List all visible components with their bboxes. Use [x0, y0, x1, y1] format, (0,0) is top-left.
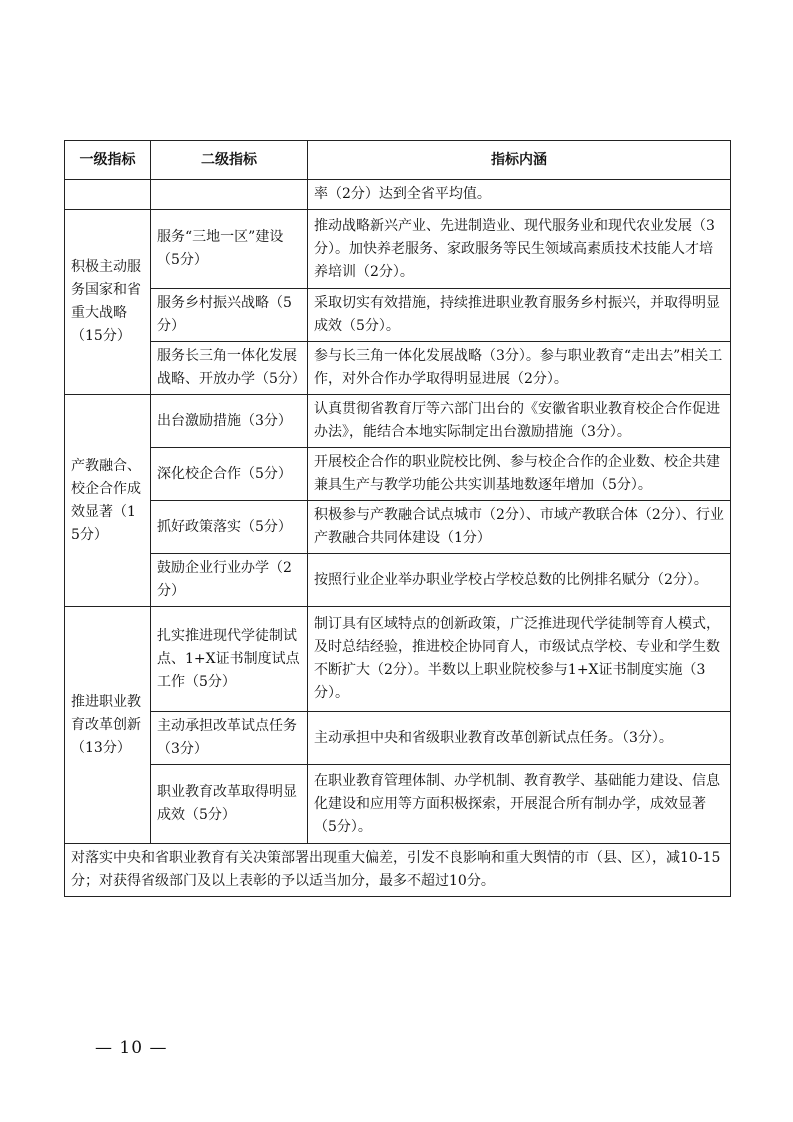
empty-cell	[65, 180, 151, 210]
page-number: — 10 —	[95, 1038, 168, 1058]
level2-cell: 职业教育改革取得明显成效（5分）	[151, 765, 308, 844]
content-cell: 主动承担中央和省级职业教育改革创新试点任务。（3分）。	[308, 712, 731, 765]
table-row	[65, 607, 731, 712]
content-cell: 开展校企合作的职业院校比例、参与校企合作的企业数、校企共建兼具生产与教学功能公共实训基地数逐年增加（5分）。	[308, 448, 731, 501]
level1-cell	[65, 395, 151, 607]
level2-cell: 深化校企合作（5分）	[151, 448, 308, 501]
level1-label: 产教融合、校企合作成效显著（15分）	[71, 457, 141, 543]
table-row	[65, 501, 731, 554]
table-row	[65, 210, 731, 289]
level2-cell: 抓好政策落实（5分）	[151, 501, 308, 554]
table-row	[65, 180, 731, 210]
empty-cell	[151, 180, 308, 210]
level1-label: 推进职业教育改革创新（13分）	[71, 693, 141, 756]
content-cell: 率（2分）达到全省平均值。	[308, 180, 731, 210]
content-cell: 参与长三角一体化发展战略（3分）。参与职业教育“走出去”相关工作，对外合作办学取得明显进展（2分）。	[308, 342, 731, 395]
level2-cell: 出台激励措施（3分）	[151, 395, 308, 448]
header-level1: 一级指标	[65, 141, 151, 180]
table-row	[65, 289, 731, 342]
level2-cell: 主动承担改革试点任务（3分）	[151, 712, 308, 765]
table-row	[65, 448, 731, 501]
level1-label: 积极主动服务国家和省重大战略（15分）	[71, 259, 141, 344]
level2-cell: 服务乡村振兴战略（5分）	[151, 289, 308, 342]
level1-cell	[65, 607, 151, 844]
level2-cell: 服务长三角一体化发展战略、开放办学（5分）	[151, 342, 308, 395]
level2-cell: 鼓励企业行业办学（2分）	[151, 554, 308, 607]
level2-cell: 扎实推进现代学徒制试点、1+X证书制度试点工作（5分）	[151, 607, 308, 712]
content-cell: 积极参与产教融合试点城市（2分）、市域产教联合体（2分）、行业产教融合共同体建设（1分）	[308, 501, 731, 554]
content-cell: 采取切实有效措施，持续推进职业教育服务乡村振兴，并取得明显成效（5分）。	[308, 289, 731, 342]
header-content: 指标内涵	[308, 141, 731, 180]
table-row	[65, 765, 731, 844]
content-cell: 在职业教育管理体制、办学机制、教育教学、基础能力建设、信息化建设和应用等方面积极探索，开展混合所有制办学，成效显著（5分）。	[308, 765, 731, 844]
table-row	[65, 844, 731, 897]
header-level2: 二级指标	[151, 141, 308, 180]
content-cell: 按照行业企业举办职业学校占学校总数的比例排名赋分（2分）。	[308, 554, 731, 607]
evaluation-index-table	[64, 140, 731, 897]
content-cell: 认真贯彻省教育厅等六部门出台的《安徽省职业教育校企合作促进办法》，能结合本地实际制定出台激励措施（3分）。	[308, 395, 731, 448]
content-cell: 推动战略新兴产业、先进制造业、现代服务业和现代农业发展（3分）。加快养老服务、家政服务等民生领域高素质技术技能人才培养培训（2分）。	[308, 210, 731, 289]
content-cell: 制订具有区域特点的创新政策，广泛推进现代学徒制等育人模式，及时总结经验，推进校企协同育人，市级试点学校、专业和学生数不断扩大（2分）。半数以上职业院校参与1+X证书制度实施（3分）。	[308, 607, 731, 712]
table-row	[65, 554, 731, 607]
level2-cell: 服务“三地一区”建设（5分）	[151, 210, 308, 289]
table-header-row	[65, 141, 731, 180]
table-row	[65, 342, 731, 395]
table-row	[65, 395, 731, 448]
table-row	[65, 712, 731, 765]
note-cell: 对落实中央和省职业教育有关决策部署出现重大偏差，引发不良影响和重大舆情的市（县、区），减10-15分；对获得省级部门及以上表彰的予以适当加分，最多不超过10分。	[65, 844, 731, 897]
level1-cell	[65, 210, 151, 395]
